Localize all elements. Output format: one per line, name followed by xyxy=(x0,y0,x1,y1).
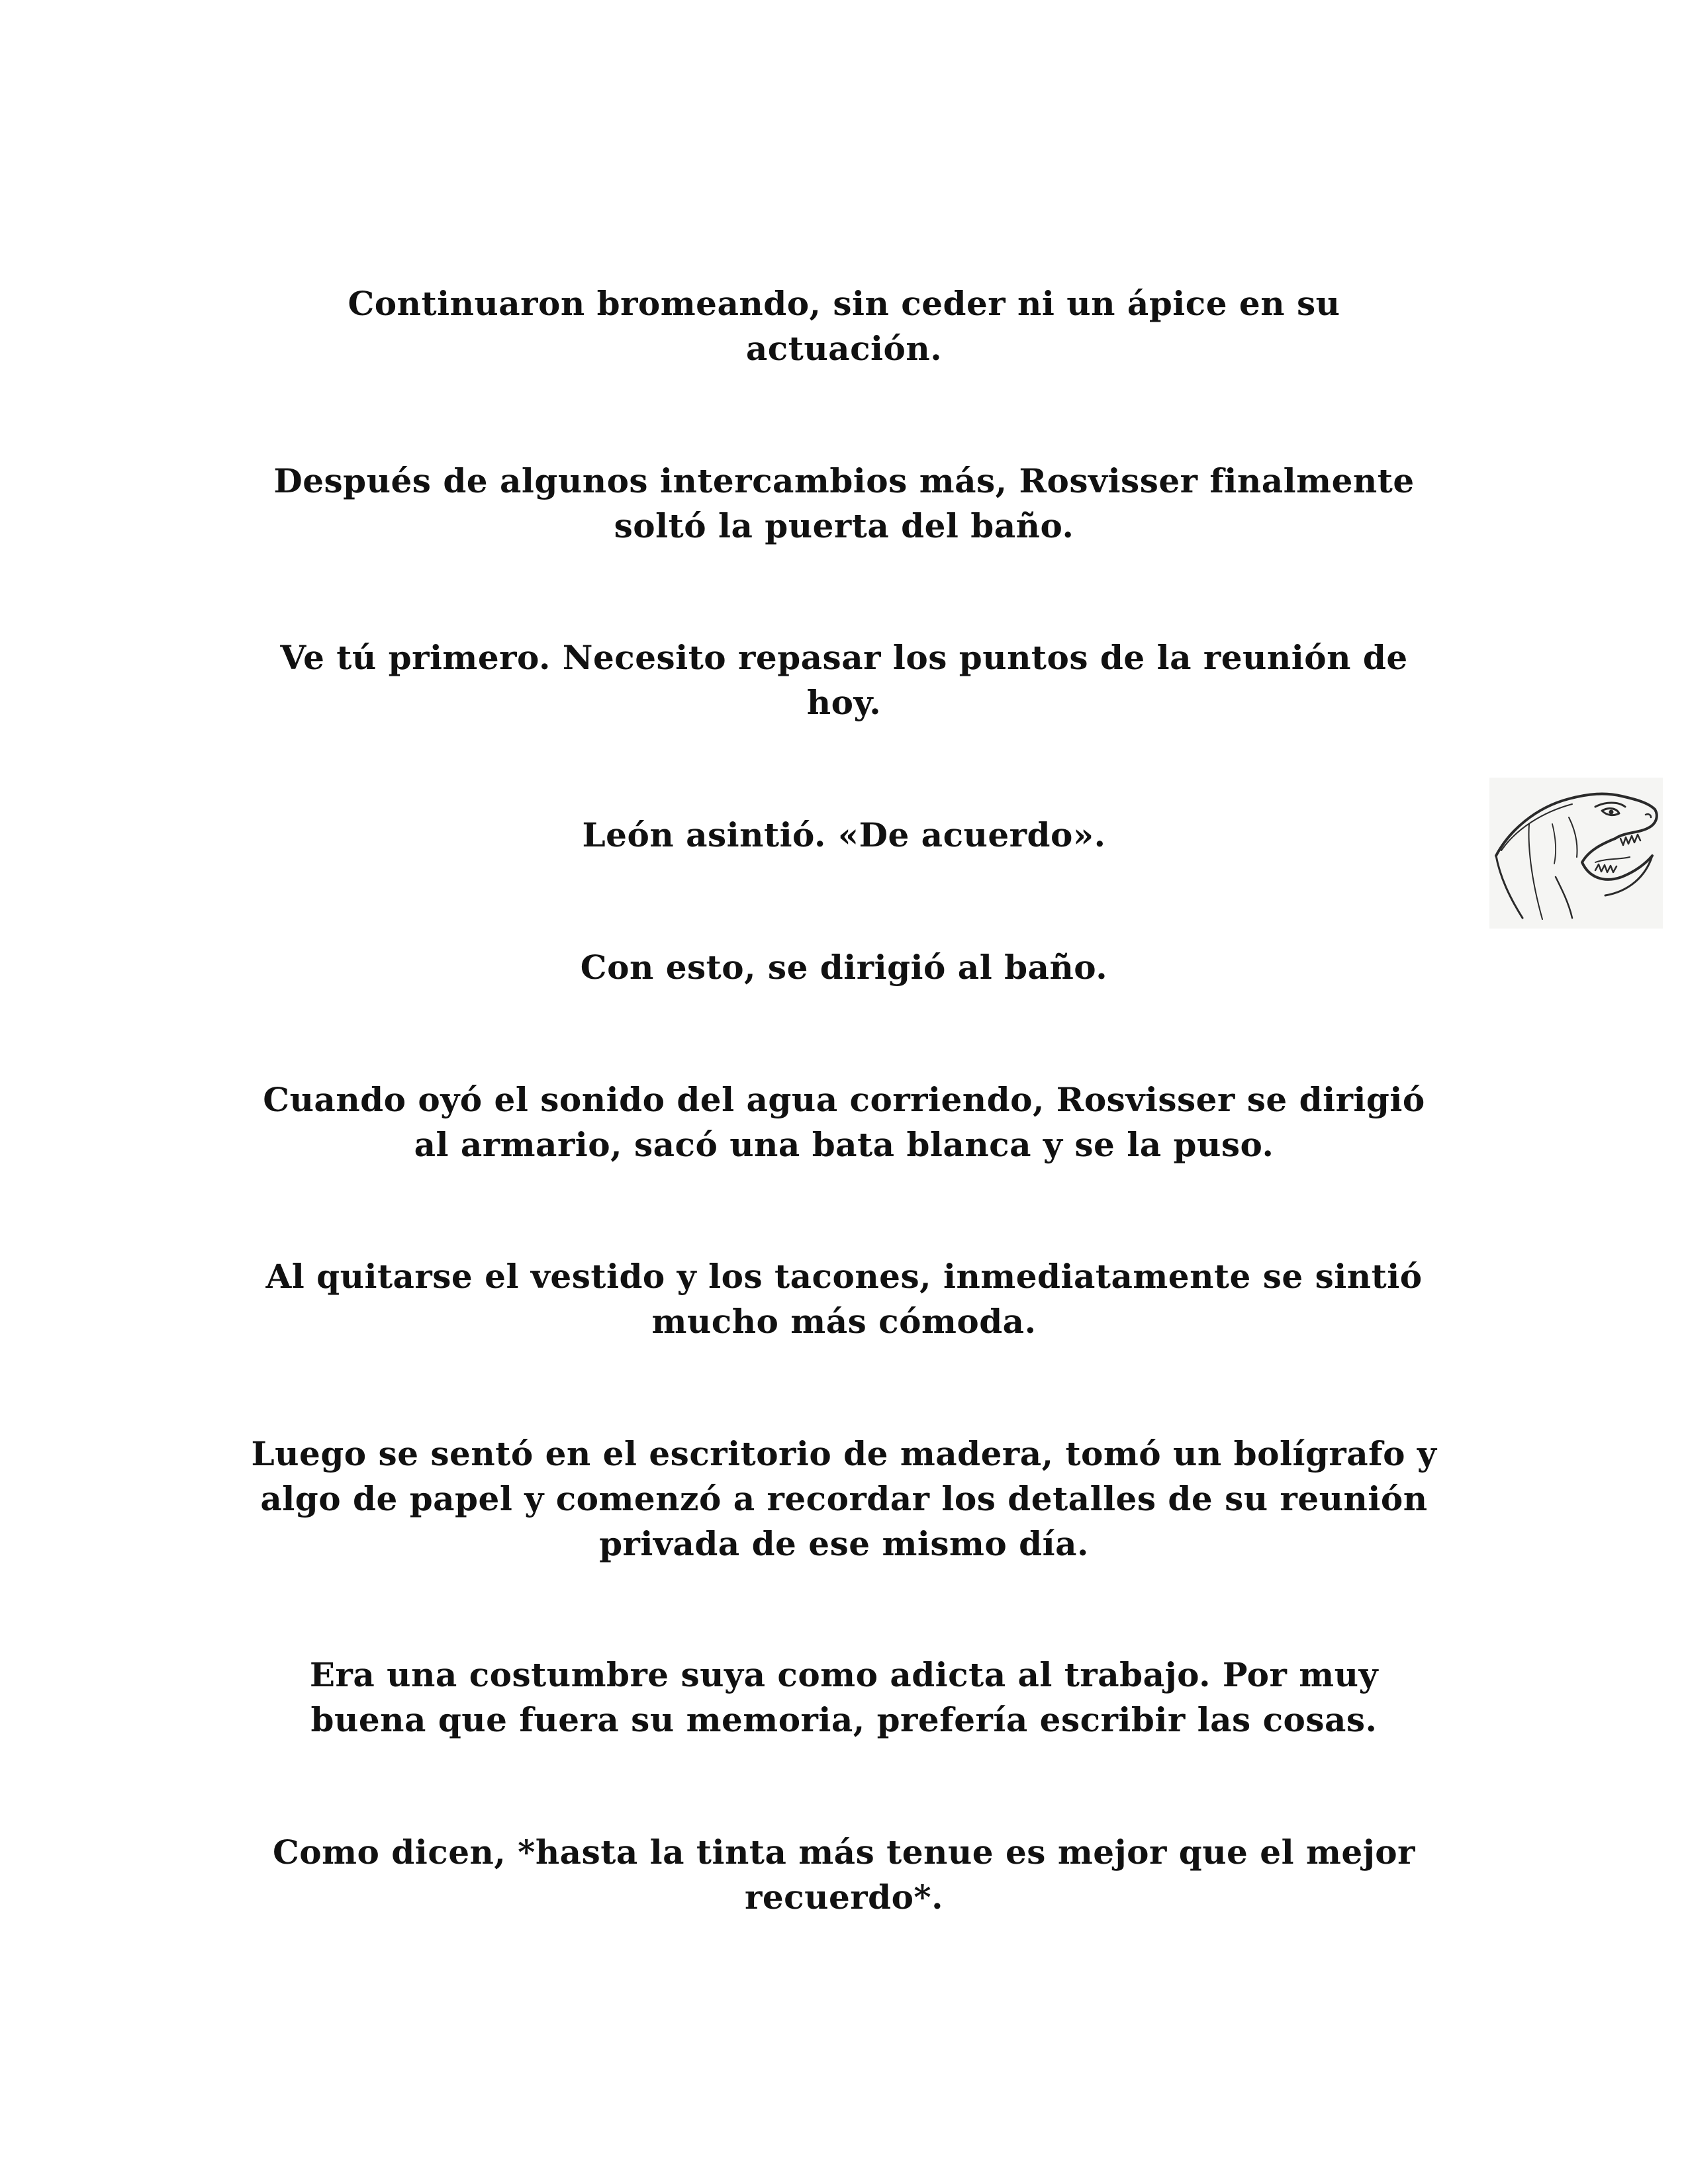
paragraph-6 xyxy=(218,1077,1470,1167)
paragraph-line: Continuaron bromeando, sin ceder ni un ápice en su xyxy=(348,284,1340,323)
dinosaur-head-sketch-icon xyxy=(1489,778,1663,929)
paragraph-9 xyxy=(218,1653,1470,1743)
paragraph-line: Al quitarse el vestido y los tacones, inmediatamente se sintió xyxy=(265,1257,1423,1296)
paragraph-line: recuerdo*. xyxy=(745,1878,943,1917)
paragraph-line: algo de papel y comenzó a recordar los detalles de su reunión xyxy=(260,1479,1428,1518)
paragraph-3 xyxy=(218,635,1470,725)
paragraph-line: Cuando oyó el sonido del agua corriendo, Rosvisser se dirigió xyxy=(263,1080,1425,1119)
paragraph-line: buena que fuera su memoria, prefería escribir las cosas. xyxy=(310,1700,1378,1739)
paragraph-line: privada de ese mismo día. xyxy=(599,1524,1089,1563)
paragraph-line: actuación. xyxy=(745,329,943,368)
paragraph-line: León asintió. «De acuerdo». xyxy=(582,815,1106,854)
paragraph-10 xyxy=(218,1830,1470,1920)
paragraph-line: Después de algunos intercambios más, Rosvisser finalmente xyxy=(273,461,1415,500)
paragraph-line: al armario, sacó una bata blanca y se la puso. xyxy=(414,1125,1274,1164)
paragraph-1 xyxy=(218,281,1470,371)
paragraph-line: Ve tú primero. Necesito repasar los puntos de la reunión de xyxy=(280,638,1408,677)
paragraph-8 xyxy=(218,1432,1470,1567)
paragraph-line: mucho más cómoda. xyxy=(651,1302,1037,1341)
paragraph-7 xyxy=(218,1254,1470,1344)
paragraph-line: Con esto, se dirigió al baño. xyxy=(580,948,1108,987)
paragraph-line: Era una costumbre suya como adicta al trabajo. Por muy xyxy=(309,1655,1379,1694)
paragraph-line: soltó la puerta del baño. xyxy=(614,506,1074,545)
paragraph-5 xyxy=(218,945,1470,990)
paragraph-line: hoy. xyxy=(806,683,882,722)
paragraph-4 xyxy=(218,813,1470,858)
paragraph-line: Como dicen, *hasta la tinta más tenue es mejor que el mejor xyxy=(273,1833,1415,1872)
paragraph-line: Luego se sentó en el escritorio de madera, tomó un bolígrafo y xyxy=(251,1434,1437,1473)
paragraph-2 xyxy=(218,459,1470,549)
